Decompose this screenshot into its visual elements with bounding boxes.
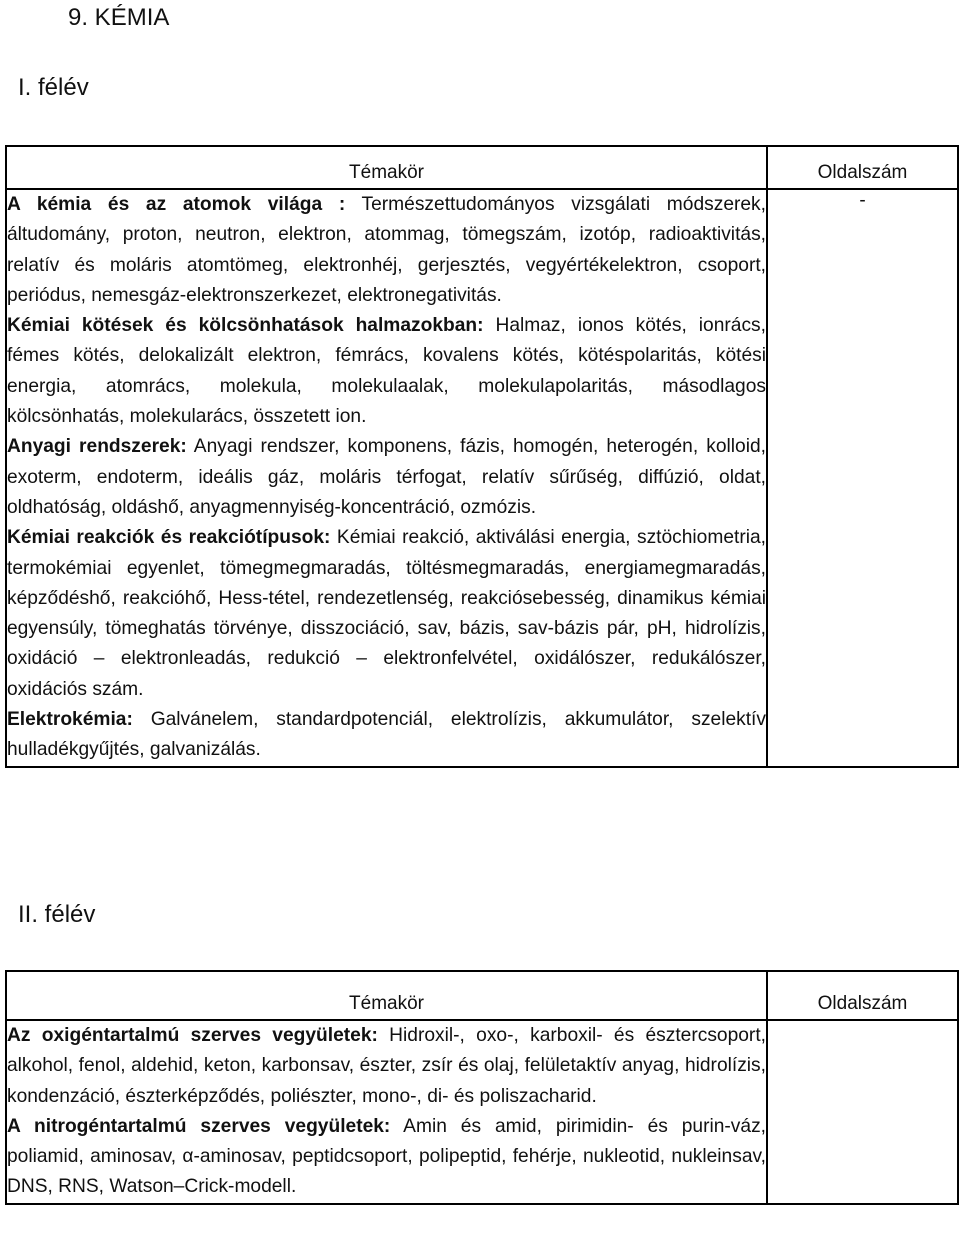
topic-paragraph <box>7 190 766 311</box>
topic-text: Hidroxil-, oxo-, karboxil- és észtercsoport, alkohol, fenol, aldehid, keton, karbonsav, észter, zsír és olaj, felületaktív anyag, hidrolízis, kondenzáció, észterképződés, poliészter, mono-, di- és poliszacharid. <box>7 1025 766 1107</box>
topic-text: Amin és amid, pirimidin- és purin-váz, poliamid, aminosav, α-aminosav, peptidcsoport, polipeptid, fehérje, nukleotid, nukleinsav, DNS, RNS, Watson–Crick-modell. <box>7 1115 766 1198</box>
topic-paragraph <box>7 432 766 523</box>
page-number-cell: - <box>767 189 958 767</box>
topics-cell <box>6 1020 767 1204</box>
table-header-row <box>6 971 958 1020</box>
page-number-cell <box>767 1020 958 1204</box>
topic-term: Kémiai kötések és kölcsönhatások halmazokban: <box>7 315 484 337</box>
table-row <box>6 189 958 767</box>
semester-1-table <box>5 145 959 768</box>
semester-1-heading: I. félév <box>18 74 89 101</box>
document-title: 9. KÉMIA <box>68 4 170 31</box>
topic-term: Kémiai reakciók és reakciótípusok: <box>7 527 331 549</box>
column-header-topic: Témakör <box>6 971 767 1020</box>
topic-paragraph <box>7 311 766 432</box>
semester-2-heading: II. félév <box>18 901 96 928</box>
table-row <box>6 1020 958 1204</box>
topic-paragraph <box>7 705 766 766</box>
column-header-topic: Témakör <box>6 146 767 189</box>
topic-text: Anyagi rendszer, komponens, fázis, homogén, heterogén, kolloid, exoterm, endoterm, ideális gáz, moláris térfogat, relatív sűrűség, diffúzió, oldat, oldhatóság, oldáshő, anyagmennyiség-koncentráció, ozmózis. <box>7 436 766 518</box>
topic-text: Természettudományos vizsgálati módszerek, áltudomány, proton, neutron, elektron, atommag, tömegszám, izotóp, radioaktivitás, relatív és moláris atomtömeg, elektronhéj, gerjesztés, vegyértékelektron, csoport, periódus, nemesgáz-elektronszerkezet, elektronegativitás. <box>7 194 766 306</box>
column-header-page: Oldalszám <box>767 146 958 189</box>
topic-paragraph <box>7 1112 766 1203</box>
topic-term: A nitrogéntartalmú szerves vegyületek: <box>7 1115 391 1137</box>
topics-cell <box>6 189 767 767</box>
topic-paragraph <box>7 523 766 705</box>
topic-text: Kémiai reakció, aktiválási energia, sztöchiometria, termokémiai egyenlet, tömegmegmaradás, töltésmegmaradás, energiamegmaradás, képződéshő, reakcióhő, Hess-tétel, rendezetlenség, reakciósebesség, dinamikus kémiai egyensúly, tömeghatás törvénye, disszociáció, sav, bázis, sav-bázis pár, pH, hidrolízis, oxidáció – elektronleadás, redukció – elektronfelvétel, oxidálószer, redukálószer, oxidációs szám. <box>7 527 766 700</box>
topic-term: Elektrokémia: <box>7 709 133 731</box>
topic-term: Anyagi rendszerek: <box>7 436 187 458</box>
column-header-page: Oldalszám <box>767 971 958 1020</box>
topic-text: Halmaz, ionos kötés, ionrács, fémes kötés, delokalizált elektron, fémrács, kovalens kötés, kötéspolaritás, kötési energia, atomrács, molekula, molekulaalak, molekulapolaritás, másodlagos kölcsönhatás, molekularács, összetett ion. <box>7 315 766 428</box>
topic-term: Az oxigéntartalmú szerves vegyületek: <box>7 1025 378 1046</box>
topic-text: Galvánelem, standardpotenciál, elektrolízis, akkumulátor, szelektív hulladékgyűjtés, galvanizálás. <box>7 709 766 761</box>
table-header-row <box>6 146 958 189</box>
topic-term: A kémia és az atomok világa : <box>7 194 346 215</box>
topic-paragraph <box>7 1021 766 1112</box>
semester-2-table <box>5 970 959 1205</box>
